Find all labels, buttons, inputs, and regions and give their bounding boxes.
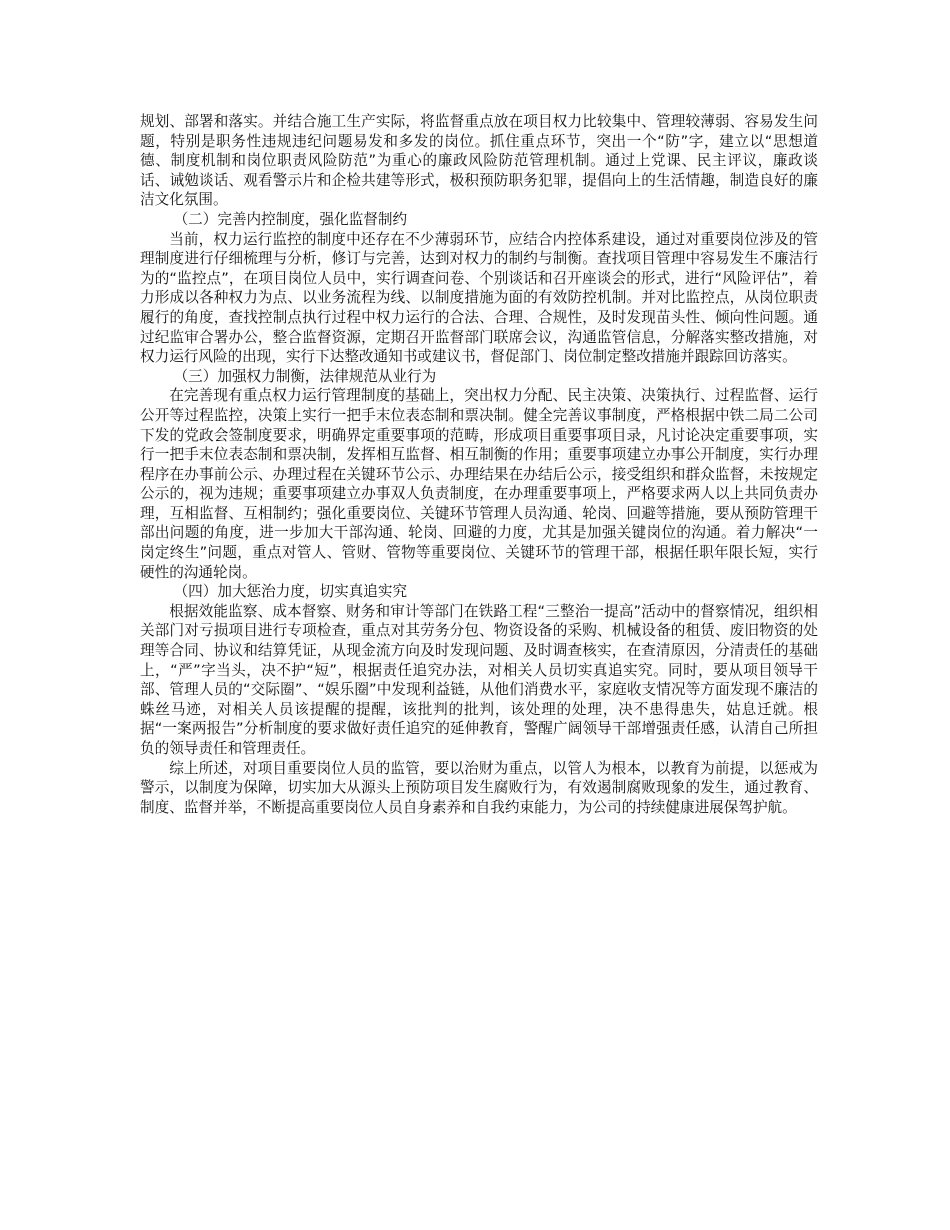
paragraph-intro-continuation: 规划、部署和落实。并结合施工生产实际，将监督重点放在项目权力比较集中、管理较薄弱、容易发生问题，特别是职务性违规违纪问题易发和多发的岗位。抓住重点环节，突出一个“防”字，建立以“思想道德、制度机制和岗位职责风险防范”为重心的廉政风险防范管理机制。通过上党课、民主评议，廉政谈话、诫勉谈话、观看警示片和企检共建等形式，极积预防职务犯罪，提倡向上的生活情趣，制造良好的廉洁文化氛围。 xyxy=(140,113,818,209)
paragraph-punishment: 根据效能监察、成本督察、财务和审计等部门在铁路工程“三整治一提高”活动中的督察情况，组织相关部门对亏损项目进行专项检查，重点对其劳务分包、物资设备的采购、机械设备的租赁、废旧物资的处理等合同、协议和结算凭证，从现金流方向及时发现问题、及时调查核实，在查清原因，分清责任的基础上，“严”字当头，决不护“短”，根据责任追究办法，对相关人员切实真追实究。同时，要从项目领导干部、管理人员的“交际圈”、“娱乐圈”中发现利益链，从他们消费水平，家庭收支情况等方面发现不廉洁的蛛丝马迹，对相关人员该提醒的提醒，该批判的批判，该处理的处理，决不患得患失，姑息迁就。根据“一案两报告”分析制度的要求做好责任追究的延伸教育，警醒广阔领导干部增强责任感，认清自己所担负的领导责任和管理责任。 xyxy=(140,602,819,757)
paragraph-internal-control: 当前，权力运行监控的制度中还存在不少薄弱环节，应结合内控体系建设，通过对重要岗位涉及的管理制度进行仔细梳理与分析，修订与完善，达到对权力的制约与制衡。查找项目管理中容易发生不廉洁行为的“监控点”，在项目岗位人员中，实行调查问卷、个别谈话和召开座谈会的形式，进行“风险评估”，着力形成以各种权力为点、以业务流程为线、以制度措施为面的有效防控机制。并对比监控点，从岗位职责履行的角度，查找控制点执行过程中权力运行的合法、合理、合规性，及时发现苗头性、倾向性问题。通过纪监审合署办公，整合监督资源，定期召开监督部门联席会议，沟通监管信息，分解落实整改措施，对权力运行风险的出现，实行下达整改通知书或建议书，督促部门、岗位制定整改措施并跟踪回访落实。 xyxy=(140,230,818,366)
paragraph-power-balance: 在完善现有重点权力运行管理制度的基础上，突出权力分配、民主决策、决策执行、过程监督、运行公开等过程监控，决策上实行一把手末位表态制和票决制。健全完善议事制度，严格根据中铁二局二公司下发的党政会签制度要求，明确界定重要事项的范畴，形成项目重要事项目录，凡讨论决定重要事项，实行一把手末位表态制和票决制，发挥相互监督、相互制衡的作用；重要事项建立办事公开制度，实行办理程序在办事前公示、办理过程在关键环节公示、办理结果在办结后公示，接受组织和群众监督，未按规定公示的，视为违规；重要事项建立办事双人负责制度，在办理重要事项上，严格要求两人以上共同负责办理，互相监督、互相制约；强化重要岗位、关键环节管理人员沟通、轮岗、回避等措施，要从预防管理干部出问题的角度，进一步加大干部沟通、轮岗、回避的力度，尤其是加强关键岗位的沟通。着力解决“一岗定终生”问题，重点对管人、管财、管物等重要岗位、关键环节的管理干部，根据任职年限长短，实行硬性的沟通轮岗。 xyxy=(140,387,818,581)
section-heading-2: （二）完善内控制度，强化监督制约 xyxy=(173,210,408,228)
document-body xyxy=(140,112,818,817)
section-heading-4: （四）加大惩治力度，切实真追实究 xyxy=(173,583,408,601)
paragraph-conclusion: 综上所述，对项目重要岗位人员的监管，要以治财为重点，以管人为根本，以教育为前提，以惩戒为警示，以制度为保障，切实加大从源头上预防项目发生腐败行为，有效遏制腐败现象的发生，通过教育、制度、监督并举，不断提高重要岗位人员自身素养和自我约束能力，为公司的持续健康进展保驾护航。 xyxy=(140,759,818,816)
section-heading-3: （三）加强权力制衡，法律规范从业行为 xyxy=(173,367,437,385)
